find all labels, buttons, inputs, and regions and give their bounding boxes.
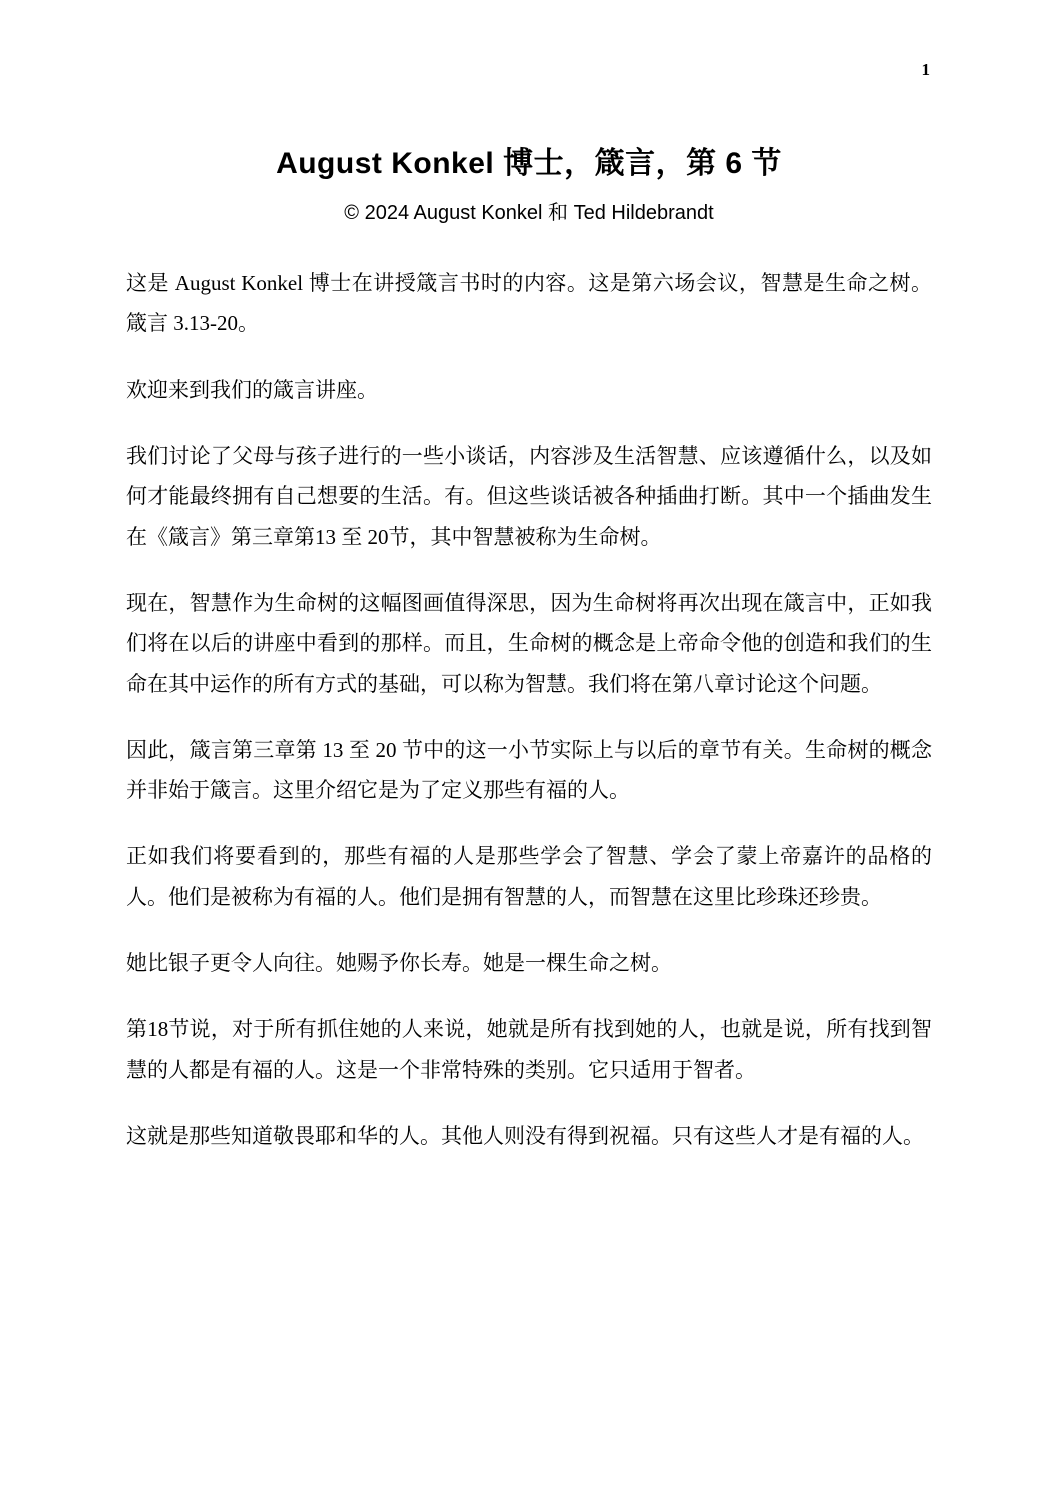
document-title: August Konkel 博士，箴言，第 6 节 xyxy=(276,147,782,180)
paragraph: 她比银子更令人向往。她赐予你长寿。她是一棵生命之树。 xyxy=(126,951,672,976)
paragraph: 这就是那些知道敬畏耶和华的人。其他人则没有得到祝福。只有这些人才是有福的人。 xyxy=(126,1124,924,1148)
copyright-line: © 2024 August Konkel 和 Ted Hildebrandt xyxy=(344,202,714,224)
page-number: 1 xyxy=(921,60,930,79)
paragraph: 这是 August Konkel 博士在讲授箴言书时的内容。这是第六场会议，智慧是生命之树。箴言 3.13-20。 xyxy=(126,271,932,336)
paragraph: 正如我们将要看到的，那些有福的人是那些学会了智慧、学会了蒙上帝嘉许的品格的人。他们是被称为有福的人。他们是拥有智慧的人，而智慧在这里比珍珠还珍贵。 xyxy=(126,844,932,909)
paragraph: 我们讨论了父母与孩子进行的一些小谈话，内容涉及生活智慧、应该遵循什么，以及如何才能最终拥有自己想要的生活。有。但这些谈话被各种插曲打断。其中一个插曲发生在《箴言》第三章第13 至 20节，其中智慧被称为生命树。 xyxy=(126,443,932,549)
paragraph: 现在，智慧作为生命树的这幅图画值得深思，因为生命树将再次出现在箴言中，正如我们将在以后的讲座中看到的那样。而且，生命树的概念是上帝命令他的创造和我们的生命在其中运作的所有方式的基础，可以称为智慧。我们将在第八章讨论这个问题。 xyxy=(126,590,932,696)
paragraph: 第18节说，对于所有抓住她的人来说，她就是所有找到她的人，也就是说，所有找到智慧的人都是有福的人。这是一个非常特殊的类别。它只适用于智者。 xyxy=(126,1017,932,1082)
paragraph: 因此，箴言第三章第 13 至 20 节中的这一小节实际上与以后的章节有关。生命树的概念并非始于箴言。这里介绍它是为了定义那些有福的人。 xyxy=(126,737,932,803)
paragraph: 欢迎来到我们的箴言讲座。 xyxy=(126,377,378,402)
document-body xyxy=(126,263,932,1156)
document-header xyxy=(0,0,1058,225)
